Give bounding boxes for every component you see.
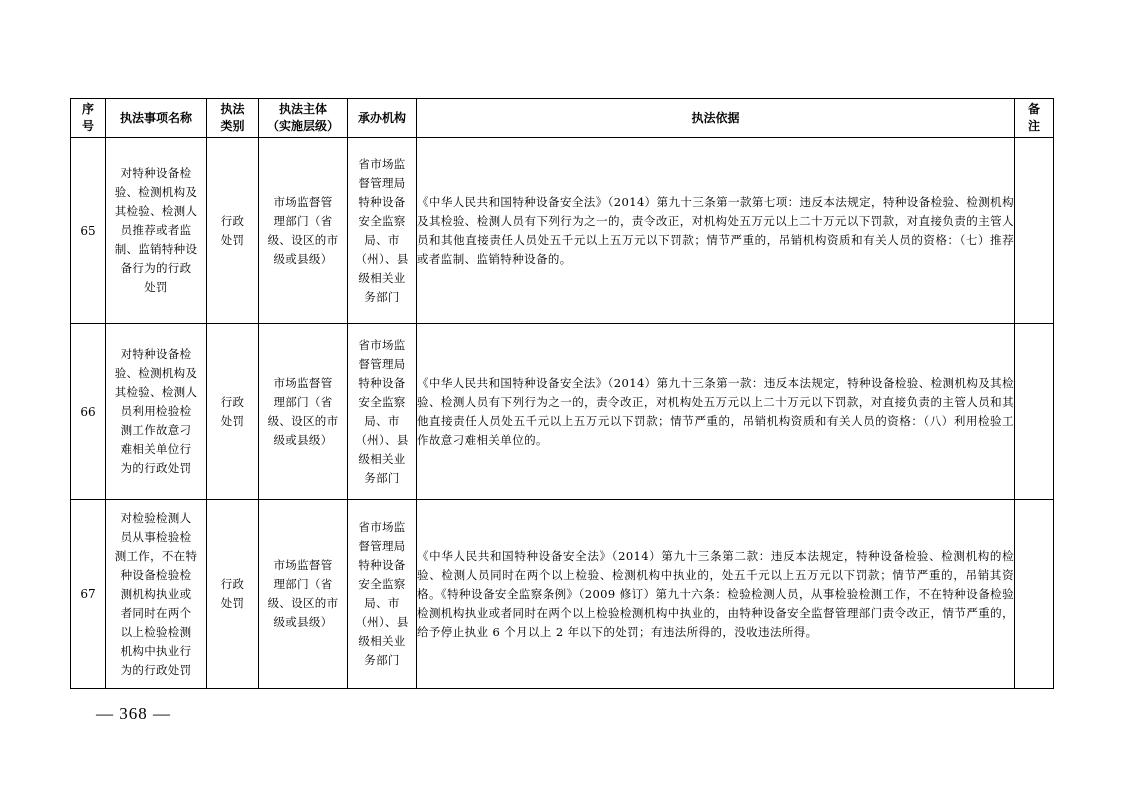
row-type: 行政 处罚 <box>207 500 259 689</box>
row-basis: 《中华人民共和国特种设备安全法》（2014）第九十三条第二款：违反本法规定，特种设备检验、检测机构的检验、检测人员同时在两个以上检验、检测机构中执业的，处五千元以上五万元以下罚款；情节严重的，吊销其资格。《特种设备安全监察条例》（2009 修订）第九十六条：检验检测人员，从事检验检测工作，不在特种设备检验检测机构执业或者同时在两个以上检验检测机构中执业的，由特种设备安全监督管理部门责令改正，情节严重的，给予停止执业 6 个月以上 2 年以下的处罚；有违法所得的，没收违法所得。 <box>417 500 1015 689</box>
header-type: 执法 类别 <box>207 99 259 138</box>
header-name: 执法事项名称 <box>106 99 207 138</box>
enforcement-table <box>70 98 1054 689</box>
row-item-name: 对检验检测人 员从事检验检 测工作，不在特 种设备检验检 测机构执业或 者同时在两个 以上检验检测 机构中执业行 为的行政处罚 <box>106 500 207 689</box>
row-index: 65 <box>71 138 106 324</box>
row-index: 67 <box>71 500 106 689</box>
table-row <box>71 324 1054 500</box>
row-item-name: 对特种设备检 验、检测机构及 其检验、检测人 员推荐或者监 制、监销特种设 备行为的行政 处罚 <box>106 138 207 324</box>
row-org: 省市场监 督管理局 特种设备 安全监察 局、市 （州）、县 级相关业 务部门 <box>348 138 417 324</box>
row-item-name: 对特种设备检 验、检测机构及 其检验、检测人 员利用检验检 测工作故意刁 难相关单位行 为的行政处罚 <box>106 324 207 500</box>
header-basis: 执法依据 <box>417 99 1015 138</box>
row-type: 行政 处罚 <box>207 324 259 500</box>
row-org: 省市场监 督管理局 特种设备 安全监察 局、市 （州）、县 级相关业 务部门 <box>348 324 417 500</box>
header-subject: 执法主体 （实施层级） <box>259 99 348 138</box>
row-basis: 《中华人民共和国特种设备安全法》（2014）第九十三条第一款第七项：违反本法规定，特种设备检验、检测机构及其检验、检测人员有下列行为之一的，责令改正，对机构处五万元以上二十万元以下罚款，对直接负责的主管人员和其他直接责任人员处五千元以上五万元以下罚款；情节严重的，吊销机构资质和有关人员的资格：（七）推荐或者监制、监销特种设备的。 <box>417 138 1015 324</box>
header-index: 序 号 <box>71 99 106 138</box>
row-type: 行政 处罚 <box>207 138 259 324</box>
row-basis: 《中华人民共和国特种设备安全法》（2014）第九十三条第一款：违反本法规定，特种设备检验、检测机构及其检验、检测人员有下列行为之一的，责令改正，对机构处五万元以上二十万元以下罚款，对直接负责的主管人员和其他直接责任人员处五千元以上五万元以下罚款；情节严重的，吊销机构资质和有关人员的资格：（八）利用检验工作故意刁难相关单位的。 <box>417 324 1015 500</box>
row-subject: 市场监督管 理部门（省 级、设区的市 级或县级） <box>259 500 348 689</box>
page-number: — 368 — <box>96 704 171 723</box>
table-row <box>71 138 1054 324</box>
row-org: 省市场监 督管理局 特种设备 安全监察 局、市 （州）、县 级相关业 务部门 <box>348 500 417 689</box>
row-remark <box>1015 138 1054 324</box>
header-org: 承办机构 <box>348 99 417 138</box>
row-subject: 市场监督管 理部门（省 级、设区的市 级或县级） <box>259 324 348 500</box>
row-remark <box>1015 500 1054 689</box>
header-remark: 备 注 <box>1015 99 1054 138</box>
row-remark <box>1015 324 1054 500</box>
header-row <box>71 99 1054 138</box>
row-index: 66 <box>71 324 106 500</box>
table-row <box>71 500 1054 689</box>
row-subject: 市场监督管 理部门（省 级、设区的市 级或县级） <box>259 138 348 324</box>
